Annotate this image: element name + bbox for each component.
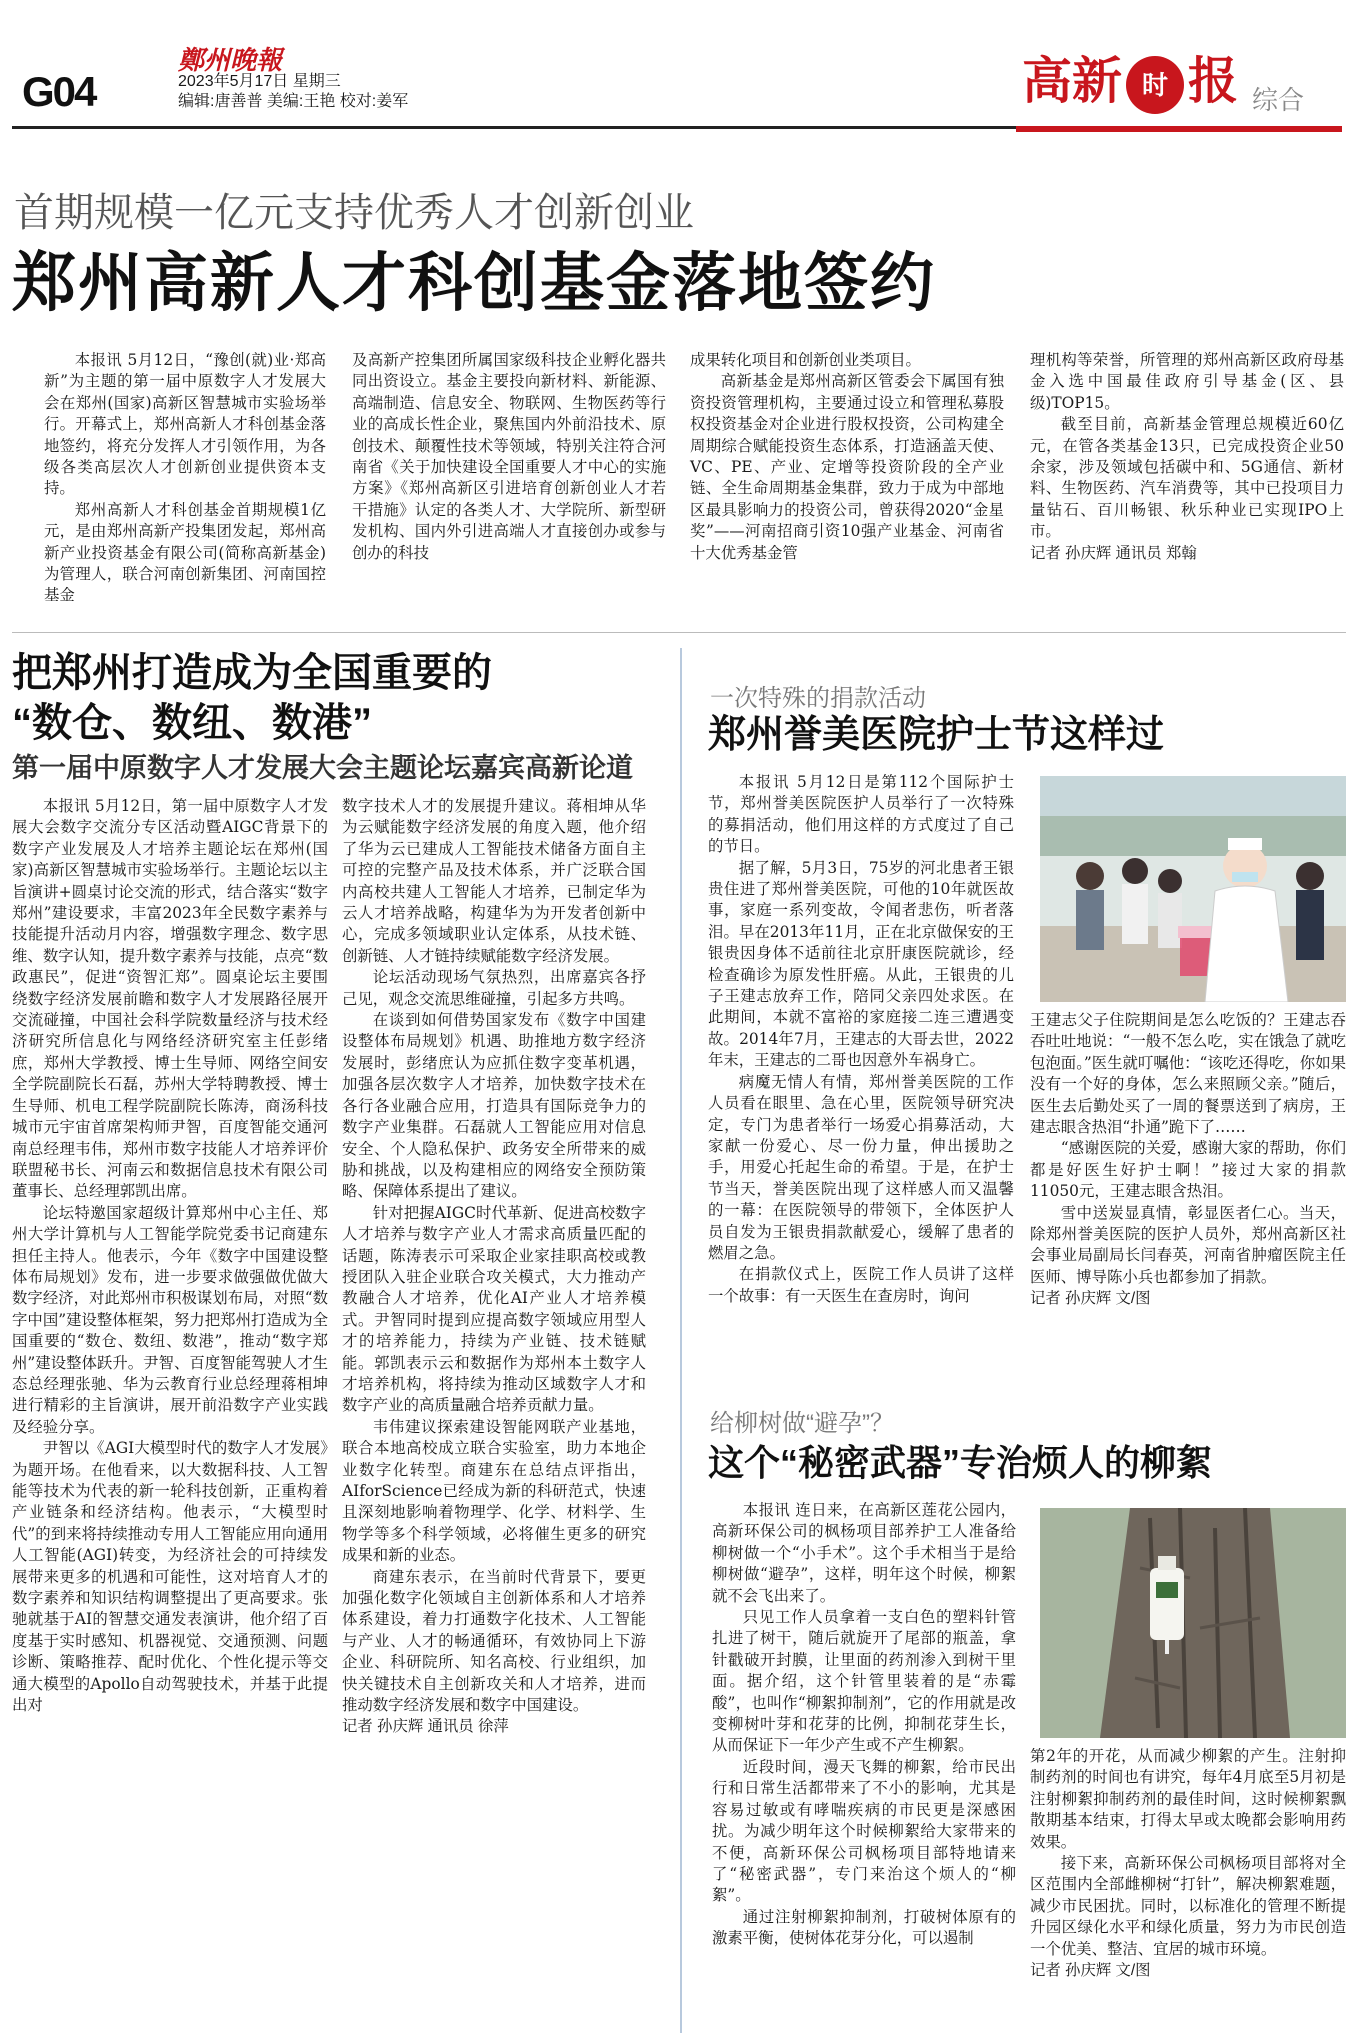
story1-col4: 理机构等荣誉，所管理的郑州高新区政府母基金入选中国最佳政府引导基金(区、县级)TOP15。 截至目前，高新基金管理总规模近60亿元，在管各类基金13只，已完成投资企业50余家，涉及领域包括碳中和、5G通信、新材料、生物医药、汽车消费等，其中已投项目力量钻石、百川畅银、秋乐种业已实现IPO上市。 记者 孙庆辉 通讯员 郑翰 [1030,350,1344,564]
story1-kicker: 首期规模一亿元支持优秀人才创新创业 [14,191,694,235]
section-title: 高新 时 报 [1022,56,1238,114]
story3-headline: 郑州誉美医院护士节这样过 [708,714,1165,756]
story3-kicker: 一次特殊的捐款活动 [710,685,926,712]
newspaper-logo: 鄭州晚報 [178,46,283,76]
section-rule [1016,126,1342,132]
story3-col2: 王建志父子住院期间是怎么吃饭的？王建志吞吞吐吐地说：“一般不怎么吃，实在饿急了就吃包泡面。”医生就叮嘱他：“该吃还得吃，你如果没有一个好的身体，怎么来照顾父亲。”随后，医生去后勤处买了一周的餐票送到了病房，王建志眼含热泪“扑通”跪下了…… “感谢医院的关爱，感谢大家的帮助，你们都是好医生好护士啊！”接过大家的捐款11050元，王建志眼含热泪。 雪中送炭显真情，彰显医者仁心。当天，除郑州誉美医院的医护人员外，郑州高新区社会事业局副局长闫春英，河南省肿瘤医院主任医师、博导陈小兵也都参加了捐款。 记者 孙庆辉 文/图 [1030,1010,1346,1310]
story4-byline: 记者 孙庆辉 文/图 [1030,1962,1151,1980]
story4-kicker: 给柳树做“避孕”？ [710,1410,894,1437]
willow-tree-injection-photo [1040,1508,1346,1738]
masthead-info [178,72,408,112]
story1-col3: 成果转化项目和创新创业类项目。 高新基金是郑州高新区管委会下属国有独资投资管理机构，主要通过设立和管理私募股权投资基金对企业进行股权投资，公司构建全周期综合赋能投资生态体系，打造涵盖天使、VC、PE、产业、定增等投资阶段的全产业链、全生命周期基金集群，致力于成为中部地区最具影响力的投资公司，曾获得2020“金星奖”——河南招商引资10强产业基金、河南省十大优秀基金管 [690,351,1004,562]
date-line: 2023年5月17日 星期三 [178,73,341,90]
editors-line: 编辑:唐善普 美编:王艳 校对:姜军 [178,93,409,110]
column-divider [680,648,682,2033]
story2-byline: 记者 孙庆辉 通讯员 徐萍 [342,1718,509,1736]
masthead-rule [12,126,1016,129]
nurse-donation-photo [1040,776,1346,1002]
story2-subhead: 第一届中原数字人才发展大会主题论坛嘉宾高新论道 [12,753,633,783]
story2-headline: 把郑州打造成为全国重要的 “数仓、数纽、数港” [12,651,492,745]
story2-col2: 数字技术人才的发展提升建议。蒋相坤从华为云赋能数字经济发展的角度入题，他介绍了华为云已建成人工智能技术储备方面自主可控的完整产品及技术体系，并广泛联合国内高校共建人工智能人才培养，已制定华为云人才培养战略，构建华为为开发者创新中心，完成多领域职业认定体系，从技术链、创新链、人才链持续赋能数字经济发展。 论坛活动现场气氛热烈，出席嘉宾各抒己见，观念交流思维碰撞，引起多方共鸣。 在谈到如何借势国家发布《数字中国建设整体布局规划》机遇、助推地方数字经济发展时，彭绪庶认为应抓住数字变革机遇，加强各层次数字人才培养，加快数字技术在各行各业融合应用，打造具有国际竞争力的数字产业集群。石磊就人工智能应用对信息安全、个人隐私保护、政务安全所带来的威胁和挑战，以及构建相应的网络安全预防策略、保障体系提出了建议。 针对把握AIGC时代革新、促进高校数字人才培养与数字产业人才需求高质量匹配的话题，陈涛表示可采取企业家挂职高校或教授团队入驻企业联合攻关模式，大力推动产教融合人才培养，优化AI产业人才培养模式。尹智同时提到应提高数字领域应用型人才的培养能力，持续为产业链、技术链赋能。郭凯表示云和数据作为郑州本土数字人才培养机构，将持续为推动区域数字人才和数字产业的高质量融合培养贡献力量。 韦伟建议探索建设智能网联产业基地，联合本地高校成立联合实验室，助力本地企业数字化转型。商建东在总结点评指出，AIforScience已经成为新的科研范式，快速且深刻地影响着物理学、化学、材料学、生物学等多个科学领域，必将催生更多的研究成果和新的业态。 商建东表示，在当前时代背景下，要更加强化数字化领域自主创新体系和人才培养体系建设，着力打通数字化技术、人工智能与产业、人才的畅通循环，有效协同上下游企业、科研院所、知名高校、行业组织，加快关键技术自主创新攻关和人才培养，进而推动数字经济发展和数字中国建设。 记者 孙庆辉 通讯员 徐萍 [342,796,646,1738]
story3-byline: 记者 孙庆辉 文/图 [1030,1290,1151,1308]
section-circle-badge: 时 [1126,56,1184,114]
story1-byline: 记者 孙庆辉 通讯员 郑翰 [1030,544,1197,562]
page-number: G04 [22,68,96,115]
story2-col1: 本报讯 5月12日，第一届中原数字人才发展大会数字交流分专区活动暨AIGC背景下的数字产业发展及人才培养主题论坛在郑州(国家)高新区智慧城市实验场举行。主题论坛以主旨演讲+圆桌讨论交流的形式，结合落实“数字郑州”建设要求，丰富2023年全民数字素养与技能提升活动月内容，增强数字理念、数字思维、数字认知，提升数字素养与技能，点亮“数政惠民”，促进“资智汇郑”。圆桌论坛主要围绕数字经济发展前瞻和数字人才发展路径展开交流碰撞，中国社会科学院数量经济与技术经济研究所信息化与网络经济研究室主任彭绪庶，郑州大学教授、博士生导师、网络空间安全学院副院长石磊，苏州大学特聘教授、博士生导师、机电工程学院副院长陈涛，商汤科技城市元宇宙首席架构师尹智，百度智能交通河南总经理韦伟，郑州市数字技能人才培养评价联盟秘书长、河南云和数据信息技术有限公司董事长、总经理郭凯出席。 论坛特邀国家超级计算郑州中心主任、郑州大学计算机与人工智能学院党委书记商建东担任主持人。他表示，今年《数字中国建设整体布局规划》发布，进一步要求做强做优做大数字经济，对此郑州市积极谋划布局，对照“数字中国”建设整体框架，努力把郑州打造成为全国重要的“数仓、数纽、数港”，推动“数字郑州”建设整体跃升。尹智、百度智能驾驶人才生态总经理张驰、华为云教育行业总经理蒋相坤进行精彩的主旨演讲，展开前沿数字产业实践及经验分享。 尹智以《AGI大模型时代的数字人才发展》为题开场。在他看来，以大数据科技、人工智能等技术为代表的新一轮科技创新，正重构着产业链条和经济结构。他表示，“大模型时代”的到来将持续推动专用人工智能应用向通用人工智能(AGI)转变，为经济社会的可持续发展带来更多的机遇和可能性，这对培育人才的数字素养和知识结构调整提出了更高要求。张驰就基于AI的智慧交通发表演讲，他介绍了百度基于实时感知、机器视觉、交通预测、问题诊断、策略推荐、配时优化、个性化提示等交通大模型的Apollo自动驾驶技术，并基于此提出对 [12,797,328,1715]
story3-col1: 本报讯 5月12日是第112个国际护士节，郑州誉美医院医护人员举行了一次特殊的募捐活动，他们用这样的方式度过了自己的节日。 据了解，5月3日，75岁的河北患者王银贵住进了郑州誉美医院，可他的10年就医故事，家庭一系列变故，令闻者悲伤，听者落泪。早在2013年11月，正在北京做保安的王银贵因身体不适前往北京肝康医院就诊，经检查确诊为原发性肝癌。从此，王银贵的儿子王建志放弃工作，陪同父亲四处求医。在此期间，本就不富裕的家庭接二连三遭遇变故。2014年7月，王建志的大哥去世，2022年末，王建志的二哥也因意外车祸身亡。 病魔无情人有情，郑州誉美医院的工作人员看在眼里、急在心里，医院领导研究决定，专门为患者举行一场爱心捐募活动，大家献一份爱心、尽一份力量，伸出援助之手，用爱心托起生命的希望。于是，在护士节当天，誉美医院出现了这样感人而又温馨的一幕：在医院领导的带领下，全体医护人员自发为王银贵捐款献爱心，缓解了患者的燃眉之急。 在捐款仪式上，医院工作人员讲了这样一个故事：有一天医生在查房时，询问 [708,773,1014,1305]
story4-headline: 这个“秘密武器”专治烦人的柳絮 [708,1442,1213,1483]
story4-col2: 第2年的开花，从而减少柳絮的产生。注射抑制药剂的时间也有讲究，每年4月底至5月初是注射柳絮抑制药剂的最佳时间，这时候柳絮飘散期基本结束，打得太早或太晚都会影响用药效果。 接下来，高新环保公司枫杨项目部将对全区范围内全部雌柳树“打针”，解决柳絮难题，减少市民困扰。同时，以标准化的管理不断提升园区绿化水平和绿化质量，努力为市民创造一个优美、整洁、宜居的城市环境。 记者 孙庆辉 文/图 [1030,1746,1346,1981]
story1-col2: 及高新产控集团所属国家级科技企业孵化器共同出资设立。基金主要投向新材料、新能源、高端制造、信息安全、物联网、生物医药等行业的高成长性企业，聚焦国内外前沿技术、原创技术、颠覆性技术等领域，特别关注符合河南省《关于加快建设全国重要人才中心的实施方案》《郑州高新区引进培育创新创业人才若干措施》认定的各类人才、大学院所、新型研发机构、国内外引进高端人才直接创办或参与创办的科技 [352,351,666,562]
story1-col1: 本报讯 5月12日，“豫创(就)业·郑高新”为主题的第一届中原数字人才发展大会在郑州(国家)高新区智慧城市实验场举行。开幕式上，郑州高新人才科创基金落地签约，将充分发挥人才引领作用，为各级各类高层次人才创新创业提供资本支持。 郑州高新人才科创基金首期规模1亿元，是由郑州高新产投集团发起，郑州高新产业投资基金有限公司(简称高新基金)为管理人，联合河南创新集团、河南国控基金 [44,351,326,605]
story4-col1: 本报讯 连日来，在高新区莲花公园内，高新环保公司的枫杨项目部养护工人准备给柳树做一个“小手术”。这个手术相当于是给柳树做“避孕”，这样，明年这个时候，柳絮就不会飞出来了。 只见工作人员拿着一支白色的塑料针管扎进了树干，随后就旋开了尾部的瓶盖，拿针戳破开封膜，让里面的药剂渗入到树干里面。据介绍，这个针管里装着的是“赤霉酸”，也叫作“柳絮抑制剂”，它的作用就是改变柳树叶芽和花芽的比例，抑制花芽生长，从而保证下一年少产生或不产生柳絮。 近段时间，漫天飞舞的柳絮，给市民出行和日常生活都带来了不小的影响，尤其是容易过敏或有哮喘疾病的市民更是深感困扰。为减少明年这个时候柳絮给大家带来的不便，高新环保公司枫杨项目部特地请来了“秘密武器”，专门来治这个烦人的“柳絮”。 通过注射柳絮抑制剂，打破树体原有的激素平衡，使树体花芽分化，可以遏制 [712,1501,1016,1948]
story1-headline: 郑州高新人才科创基金落地签约 [12,247,936,319]
divider [12,632,1346,633]
section-subtitle: 综合 [1252,85,1305,115]
